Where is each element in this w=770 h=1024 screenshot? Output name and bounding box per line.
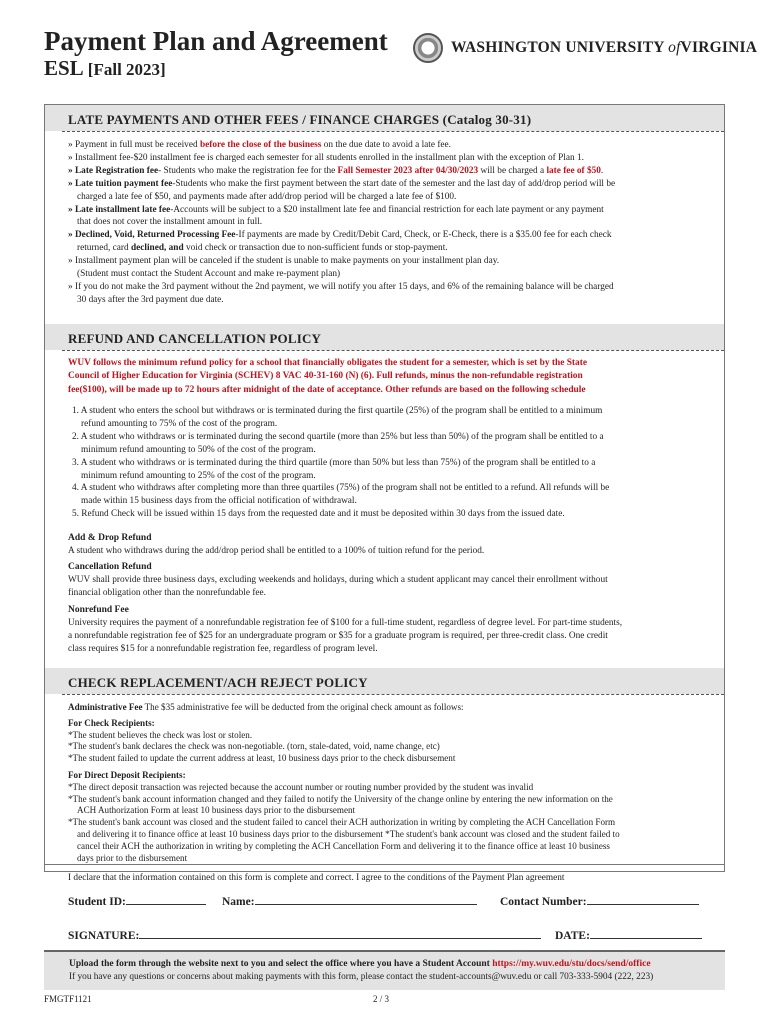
subsection-title: Add & Drop Refund: [68, 533, 152, 543]
divider: [44, 864, 725, 865]
subsection-title: For Check Recipients:: [68, 717, 155, 728]
subsection-title: For Direct Deposit Recipients:: [68, 769, 186, 780]
list-item-cont: ACH Authorization Form at least 10 business days prior to the disbursement: [77, 805, 356, 816]
logo-text-main: WASHINGTON UNIVERSITY: [451, 39, 665, 56]
list-item-cont: 30 days after the 3rd payment due date.: [77, 294, 224, 305]
document-header: [44, 26, 388, 82]
list-item-cont: charged a late fee of $50, and payments made after add/drop period will be charged a late fee of $100.: [77, 191, 457, 202]
list-item-cont: made within 15 business days from the official notification of withdrawal.: [81, 496, 357, 507]
subsection-text: WUV shall provide three business days, excluding weekends and holidays, during which a student applicant may cancel their enrollment without: [68, 574, 608, 585]
signature-field[interactable]: [68, 927, 541, 942]
subsection-text: University requires the payment of a nonrefundable registration fee of $100 for a full-time student, regardless of degree level. For part-time students,: [68, 617, 623, 628]
logo-text: [451, 39, 757, 57]
list-item: 1. A student who enters the school but withdraws or is terminated during the first quartile (25%) of the program shall be entitled to a minimum: [72, 406, 603, 416]
logo-text-end: VIRGINIA: [680, 39, 758, 56]
late-payments-list: [68, 139, 718, 307]
upload-link[interactable]: https://my.wuv.edu/stu/docs/send/office: [492, 959, 651, 969]
university-logo: [413, 33, 757, 63]
subsection-text: a nonrefundable registration fee of $25 for an undergraduate program or $35 for a graduate program is required, per three-credit class. One credit: [68, 630, 608, 641]
divider: [62, 694, 724, 695]
refund-schedule-list: [72, 405, 722, 521]
seal-icon: [413, 33, 443, 63]
subsection-text: financial obligation other than the nonrefundable fee.: [68, 587, 266, 598]
page-subtitle: [44, 56, 388, 82]
upload-instruction: Upload the form through the website next to you and select the office where you have a Student Account https://my.wuv.edu/stu/docs/send/office: [69, 959, 651, 969]
subsection-text: class requires $15 for a nonrefundable registration fee, regardless of program level.: [68, 643, 378, 654]
subtitle-term: [Fall 2023]: [87, 60, 166, 79]
admin-fee: Administrative Fee The $35 administrative fee will be deducted from the original check amount as follows:: [68, 702, 464, 712]
list-item: *The student's bank account information changed and they failed to notify the University of the change online by entering the new information on the: [68, 793, 613, 804]
subtitle-program: ESL: [44, 56, 83, 80]
list-item-cont: and delivering it to finance office at least 10 business days prior to the disbursement *The student's bank account was closed and the student failed to: [77, 828, 620, 839]
section-title-late-payments: LATE PAYMENTS AND OTHER FEES / FINANCE CHARGES (Catalog 30-31): [68, 112, 532, 127]
list-item-cont: refund amounting to 75% of the cost of the program.: [81, 418, 278, 429]
list-item: » If you do not make the 3rd payment without the 2nd payment, we will notify you after 15 days, and 6% of the remaining balance will be charged: [68, 281, 614, 292]
list-item: *The student's bank declares the check was non-negotiable. (torn, stale-dated, void, name change, etc): [68, 741, 440, 752]
section-title-refund: REFUND AND CANCELLATION POLICY: [68, 331, 322, 346]
list-item: » Installment fee-$20 installment fee is charged each semester for all students enrolled in the installment plan with the exception of Plan 1.: [68, 152, 584, 163]
subsection-title: Cancellation Refund: [68, 562, 152, 572]
list-item-cont: returned, card declined, and void check or transaction due to non-sufficient funds or stop-payment.: [77, 243, 448, 254]
list-item: 3. A student who withdraws or is terminated during the third quartile (more than 50% but less than 75%) of the program shall be entitled to a: [72, 457, 596, 468]
name-field[interactable]: [222, 893, 477, 908]
list-item: 4. A student who withdraws after completing more than three quartiles (75%) of the program shall not be entitled to a refund. All refunds will be: [72, 483, 610, 494]
upload-footer: [44, 950, 725, 990]
list-item-cont: minimum refund amounting to 25% of the cost of the program.: [81, 470, 316, 481]
refund-intro-line: WUV follows the minimum refund policy for a school that financially obligates the student for a semester, which is set by the State: [68, 358, 588, 368]
contact-number-field[interactable]: [500, 893, 699, 908]
list-item: *The student believes the check was lost or stolen.: [68, 729, 253, 740]
list-item: *The direct deposit transaction was rejected because the account number or routing number provided by the student was invalid: [68, 781, 534, 792]
date-field[interactable]: [555, 927, 702, 942]
list-item-cont: minimum refund amounting to 50% of the cost of the program.: [81, 444, 316, 455]
form-code: FMGTF1121: [44, 994, 92, 1004]
signature-label: SIGNATURE:: [68, 930, 140, 942]
list-item: *The student failed to update the current address at least, 10 business days prior to the check disbursement: [68, 753, 456, 764]
divider: [62, 131, 724, 132]
list-item: » Late installment late fee-Accounts will be subject to a $20 installment late fee and financial restriction for each late payment or any payment: [68, 204, 604, 215]
student-id-field[interactable]: [68, 893, 206, 908]
list-item-cont: cancel their ACH the authorization in writing by completing the ACH Cancellation Form and delivering it to the finance office at least 10 business: [77, 840, 610, 851]
contact-info: If you have any questions or concerns about making payments with this form, please contact the student-accounts@wuv.edu or call 703-333-5904 (222, 223): [69, 972, 654, 982]
page-number: 2 / 3: [373, 994, 390, 1004]
declaration-text: I declare that the information contained on this form is complete and correct. I agree to the conditions of the Payment Plan agreement: [68, 873, 565, 883]
list-item: 5. Refund Check will be issued within 15 days from the requested date and it must be deposited within 30 days from the issued date.: [72, 509, 565, 520]
refund-intro-line: Council of Higher Education for Virginia (SCHEV) 8 VAC 40-31-160 (N) (6). Full refunds, minus the non-refundable registration: [68, 371, 583, 382]
refund-intro: [68, 357, 718, 397]
list-item-cont: that does not cover the installment amount in full.: [77, 217, 263, 228]
check-policy: [68, 702, 718, 864]
list-item-cont: days prior to the disbursement: [77, 852, 188, 863]
cancellation-refund: [68, 561, 718, 600]
page-title: Payment Plan and Agreement: [44, 26, 388, 56]
section-title-check: CHECK REPLACEMENT/ACH REJECT POLICY: [68, 675, 368, 690]
list-item: » Late Registration fee- Students who make the registration fee for the Fall Semester 2023 after 04/30/2023 will be charged a late fee of $50.: [68, 165, 604, 176]
date-label: DATE:: [555, 930, 590, 942]
subsection-title: Nonrefund Fee: [68, 605, 129, 615]
list-item: *The student's bank account was closed and the student failed to cancel their ACH authorization in writing by completing the ACH Cancellation Form: [68, 817, 616, 828]
list-item: » Installment payment plan will be canceled if the student is unable to make payments on your installment plan day.: [68, 256, 500, 267]
nonrefund-fee: [68, 604, 718, 656]
list-item-cont: (Student must contact the Student Account and make re-payment plan): [77, 269, 341, 280]
student-id-label: Student ID:: [68, 896, 126, 908]
refund-intro-line: fee($100), will be made up to 72 hours after midnight of the date of acceptance. Other refunds are based on the following schedule: [68, 384, 586, 395]
subsection-text: A student who withdraws during the add/drop period shall be entitled to a 100% of tuition refund for the period.: [68, 545, 485, 556]
name-label: Name:: [222, 896, 255, 908]
logo-text-of: of: [668, 39, 681, 56]
list-item: » Declined, Void, Returned Processing Fee-If payments are made by Credit/Debit Card, Check, or E-Check, there is a $35.00 fee for each check: [68, 230, 612, 241]
contact-number-label: Contact Number:: [500, 896, 587, 908]
add-drop-refund: [68, 532, 718, 558]
list-item: 2. A student who withdraws or is terminated during the second quartile (more than 25% but less than 50%) of the program shall be entitled to a: [72, 431, 604, 442]
list-item: » Payment in full must be received before the close of the business on the due date to avoid a late fee.: [68, 140, 451, 150]
list-item: » Late tuition payment fee-Students who make the first payment between the start date of the semester and the last day of add/drop period will be: [68, 178, 616, 189]
divider: [62, 350, 724, 351]
